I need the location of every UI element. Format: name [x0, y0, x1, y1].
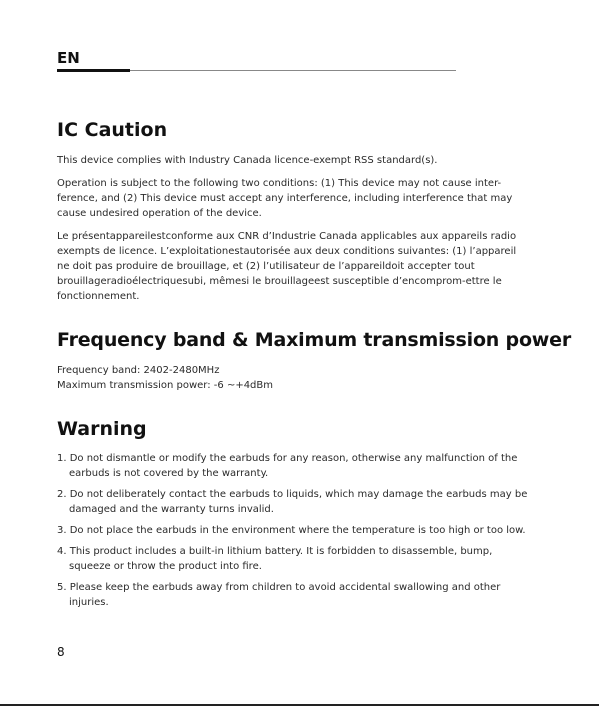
header-rule-accent: [57, 69, 130, 72]
ic-paragraph-2: Operation is subject to the following two conditions: (1) This device may not cause inter-ference, and (2) This device must accept any interference, including interference that may cause undesired operation of the device.: [57, 178, 513, 219]
page-content: [57, 116, 572, 616]
ic-paragraph-1: This device complies with Industry Canada licence-exempt RSS standard(s).: [57, 155, 438, 166]
warning-item-3: 3. Do not place the earbuds in the environment where the temperature is too high or too low.: [57, 525, 526, 536]
language-label: EN: [57, 49, 80, 67]
frequency-band-text: Frequency band: 2402-2480MHz: [57, 365, 220, 376]
ic-caution-heading: IC Caution: [57, 119, 168, 141]
bottom-edge-line: [0, 704, 599, 706]
warning-item-5: 5. Please keep the earbuds away from children to avoid accidental swallowing and other injuries.: [57, 582, 501, 608]
warning-list: [57, 451, 529, 610]
warning-item-4: 4. This product includes a built-in lithium battery. It is forbidden to disassemble, bump, squeeze or throw the product into fire.: [57, 546, 493, 572]
ic-paragraph-3-french: Le présentappareilestconforme aux CNR d’Industrie Canada applicables aux appareils radio exempts de licence. L’exploitationestautorisée aux deux conditions suivantes: (1) l’appareil ne doit pas produire de brouillage, et (2) l’utilisateur de l’appareildoit accepter tout brouillageradioélectriquesubi, mêmesi le brouillageest susceptible d’encomprom-ettre le fonctionnement.: [57, 231, 517, 302]
warning-heading: Warning: [57, 418, 147, 440]
page-number: 8: [57, 645, 65, 659]
warning-item-1: 1. Do not dismantle or modify the earbuds for any reason, otherwise any malfunction of the earbuds is not covered by the warranty.: [57, 453, 518, 479]
max-power-text: Maximum transmission power: -6 ~+4dBm: [57, 380, 274, 391]
warning-item-2: 2. Do not deliberately contact the earbuds to liquids, which may damage the earbuds may be damaged and the warranty turns invalid.: [57, 489, 528, 515]
header-rule: [130, 70, 456, 71]
frequency-heading: Frequency band & Maximum transmission power: [57, 329, 572, 351]
